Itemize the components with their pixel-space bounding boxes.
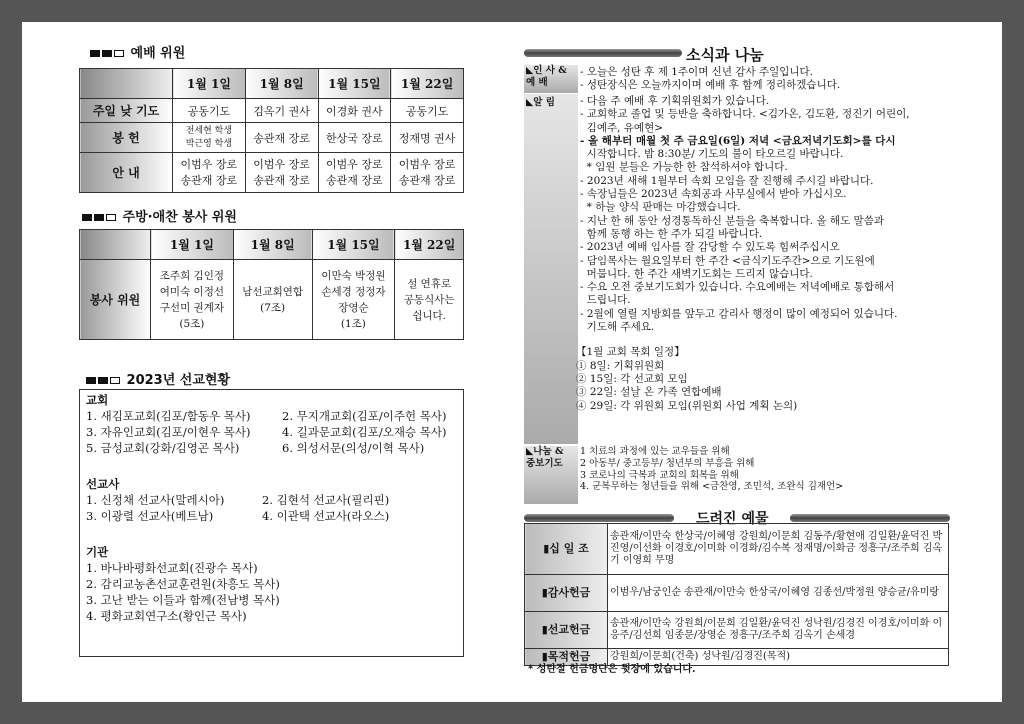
list-item: 3. 자유인교회(김포/이현우 목사) [86, 425, 251, 439]
offering-names: 이범우/남궁인순 송관재/이만숙 한상국/이혜영 김종선/박정원 양승균/유미랑 [608, 575, 949, 612]
list-item: 6. 의성서문(의성/이혁 목사) [282, 441, 425, 455]
offering-names: 송관재/이만숙 강원희/이문희 김일환/윤덕진 성낙원/김경진 이경호/이미화 이응주/김선희 임종문/장영순 정흥구/조주희 김옥기 손세경 [608, 612, 949, 649]
news-line: 1 치료의 과정에 있는 교우들을 위해 [580, 446, 730, 457]
news-line: * 임원 분들은 가능한 한 참석하셔야 합니다. [580, 161, 788, 174]
table-cell: 정재명 권사 [391, 123, 464, 153]
news-line: 4. 군복무하는 청년들을 위해 <금찬영, 조민석, 조완식 김재언> [580, 481, 844, 493]
bullet-icon [98, 377, 108, 384]
date-header: 1월 8일 [233, 230, 312, 260]
mission-list [86, 408, 457, 456]
heading-bar [524, 514, 674, 522]
news-line: - 2023년 새해 1월부터 속회 모임을 잘 진행해 주시길 바랍니다. [580, 174, 874, 187]
kitchen-table [79, 229, 464, 340]
list-item: 5. 금성교회(강화/김영곤 목사) [86, 441, 240, 455]
bullet-icon [86, 377, 96, 384]
news-section-notice [576, 95, 1000, 413]
table-cell: 공동기도 [173, 99, 246, 123]
table-cell: 조주희 김인정 여미숙 이정선 구선미 권계자 (5조) [151, 260, 234, 340]
offering-table [524, 523, 949, 666]
news-line: - 속장님들은 2023년 속회공과 사무실에서 받아 가십시오. [580, 188, 847, 201]
news-heading: 소식과 나눔 [686, 46, 764, 64]
offering-label: ▮선교헌금 [525, 612, 608, 649]
bullet-icon [90, 50, 100, 57]
mission-heading: 2023년 선교현황 [86, 369, 230, 388]
date-header: 1월 15일 [312, 230, 395, 260]
table-cell: 남선교회연합 (7조) [233, 260, 312, 340]
table-cell: 이범우 장로 송관재 장로 [173, 153, 246, 193]
news-line [580, 334, 1000, 346]
table-cell: 이범우 장로 송관재 장로 [245, 153, 318, 193]
list-item: 4. 길과문교회(김포/오재승 목사) [282, 425, 447, 439]
news-line: 함께 동행 하는 한 주가 되길 바랍니다. [580, 227, 763, 240]
bullet-icon [114, 50, 124, 57]
news-line: - 2월에 열릴 지방회를 앞두고 감리사 행정이 많이 예정되어 있습니다. [580, 307, 898, 320]
news-line: 머뭅니다. 한 주간 새벽기도회는 드리지 않습니다. [580, 267, 813, 280]
list-item: 2. 무지개교회(김포/이주헌 목사) [282, 409, 447, 423]
table-cell: 설 연휴로 공동식사는 쉽니다. [395, 260, 464, 340]
corner-cell [80, 230, 151, 260]
section-label: ◣나눔 & 중보기도 [524, 446, 578, 504]
schedule-item: ④ 29일: 각 위원회 모임(위원회 사업 계획 논의) [576, 399, 798, 412]
corner-cell [80, 69, 173, 99]
table-cell: 전세현 학생 박근영 학생 [173, 123, 246, 153]
news-line: - 2023년 예배 임사를 잘 감당할 수 있도록 힘써주십시오 [580, 241, 840, 254]
kitchen-heading: 주방·애찬 봉사 위원 [82, 206, 237, 225]
section-label: ◣알 림 [524, 94, 578, 444]
mission-box [79, 389, 464, 657]
list-item: 2. 감리교농촌선교훈련원(차흥도 목사) [86, 577, 280, 591]
news-line: 김예주, 유예현> [580, 121, 664, 134]
offering-label: ▮감사헌금 [525, 575, 608, 612]
list-item: 4. 이관택 선교사(라오스) [262, 509, 390, 523]
offering-names: 송관재/이만숙 한상국/이혜영 강원희/이문희 김동주/황현애 김일환/윤덕진 박진영/이선화 이경호/이미화 이경화/김수복 정재명/이화금 정흥구/조주희 김옥기 이영희 무명 [608, 524, 949, 575]
offering-footnote: * 성탄절 헌금명단은 뒷장에 있습니다. [528, 664, 696, 675]
list-item: 1. 새김포교회(김포/함동우 목사) [86, 409, 251, 423]
news-line: 시작합니다. 밤 8:30분/ 기도의 불이 타오르길 바랍니다. [580, 148, 844, 161]
offering-heading: 드려진 예물 [696, 511, 769, 527]
date-header: 1월 1일 [173, 69, 246, 99]
bullet-icon [110, 377, 120, 384]
row-label: 주일 낮 기도 [80, 99, 173, 123]
list-item: 4. 평화교회연구소(황인근 목사) [86, 609, 247, 623]
schedule-title: 【1월 교회 목회 일정】 [576, 346, 685, 359]
schedule-item: ③ 22일: 설날 온 가족 연합예배 [576, 386, 722, 399]
table-cell: 이범우 장로 송관재 장로 [391, 153, 464, 193]
bullet-icon [82, 214, 92, 221]
bullet-icon [94, 214, 104, 221]
bullet-icon [106, 214, 116, 221]
news-line: - 담임목사는 월요일부터 한 주간 <금식기도주간>으로 기도원에 [580, 254, 875, 267]
news-line: - 수요 오전 중보기도회가 있습니다. 수요예배는 저녁예배로 통합해서 [580, 281, 895, 294]
date-header: 1월 22일 [391, 69, 464, 99]
table-cell: 이경화 권사 [318, 99, 391, 123]
news-line: 3 코로나의 극복과 교회의 회복을 위해 [580, 469, 739, 481]
mission-list [86, 492, 457, 524]
news-line: - 지난 한 해 동안 성경통독하신 분들을 축복합니다. 올 해도 말씀과 [580, 214, 884, 227]
table-cell: 이범우 장로 송관재 장로 [318, 153, 391, 193]
mission-list [86, 560, 457, 624]
mission-group-title: 선교사 [86, 477, 120, 491]
date-header: 1월 1일 [151, 230, 234, 260]
offering-label: ▮십 일 조 [525, 524, 608, 575]
table-cell: 김옥기 권사 [245, 99, 318, 123]
news-line: - 오늘은 성탄 후 제 1주이며 신년 감사 주일입니다. [580, 66, 813, 78]
news-section-prayer [580, 446, 1000, 493]
list-item: 1. 바나바평화선교회(진광수 목사) [86, 561, 258, 575]
list-item: 1. 신정채 선교사(말레시아) [86, 493, 225, 507]
list-item: 3. 고난 받는 이들과 함께(전남병 목사) [86, 593, 280, 607]
table-cell: 송관재 장로 [245, 123, 318, 153]
news-line: * 하늘 양식 판매는 마감했습니다. [580, 201, 741, 214]
offering-label: ▮목적헌금 [525, 649, 608, 666]
mission-group-title: 교회 [86, 393, 109, 407]
list-item: 2. 김현석 선교사(필리핀) [262, 493, 390, 507]
section-label: ◣인 사 & 예 배 [524, 65, 578, 93]
news-line: 기도해 주세요. [580, 321, 655, 334]
heading-bar [524, 49, 682, 57]
mission-group-title: 기관 [86, 545, 109, 559]
date-header: 1월 15일 [318, 69, 391, 99]
table-cell: 이만숙 박정원 손세경 정정자 장영순 (1조) [312, 260, 395, 340]
schedule-item: ① 8일: 기획위원회 [576, 359, 665, 372]
news-line: - 올 해부터 매월 첫 주 금요일(6일) 저녁 <금요저녁기도회>를 다시 [580, 134, 896, 147]
news-line: - 성탄장식은 오늘까지이며 예배 후 함께 정리하겠습니다. [580, 79, 841, 92]
table-cell: 한상국 장로 [318, 123, 391, 153]
row-label: 안 내 [80, 153, 173, 193]
offering-names: 강원희/이문희(건축) 성낙원/김경진(목적) [608, 649, 949, 666]
date-header: 1월 22일 [395, 230, 464, 260]
bulletin-page [22, 22, 1002, 702]
table-cell: 공동기도 [391, 99, 464, 123]
news-line: - 다음 주 예배 후 기획위원회가 있습니다. [580, 95, 770, 107]
schedule-item: ② 15일: 각 선교회 모임 [576, 372, 688, 385]
row-label: 봉 헌 [80, 123, 173, 153]
heading-bar [790, 514, 950, 522]
date-header: 1월 8일 [245, 69, 318, 99]
list-item: 3. 이광렬 선교사(베트남) [86, 509, 214, 523]
bullet-icon [102, 50, 112, 57]
news-line: 드립니다. [580, 294, 631, 307]
row-label: 봉사 위원 [80, 260, 151, 340]
worship-heading: 예배 위원 [90, 42, 185, 61]
worship-table [79, 68, 464, 193]
news-line: - 교회학교 졸업 및 등반을 축하합니다. <김가온, 김도환, 정진기 어린이, [580, 108, 910, 121]
news-section-worship [580, 66, 1000, 93]
news-line: 2 아동부/ 중고등부/ 청년부의 부흥을 위해 [580, 457, 755, 469]
